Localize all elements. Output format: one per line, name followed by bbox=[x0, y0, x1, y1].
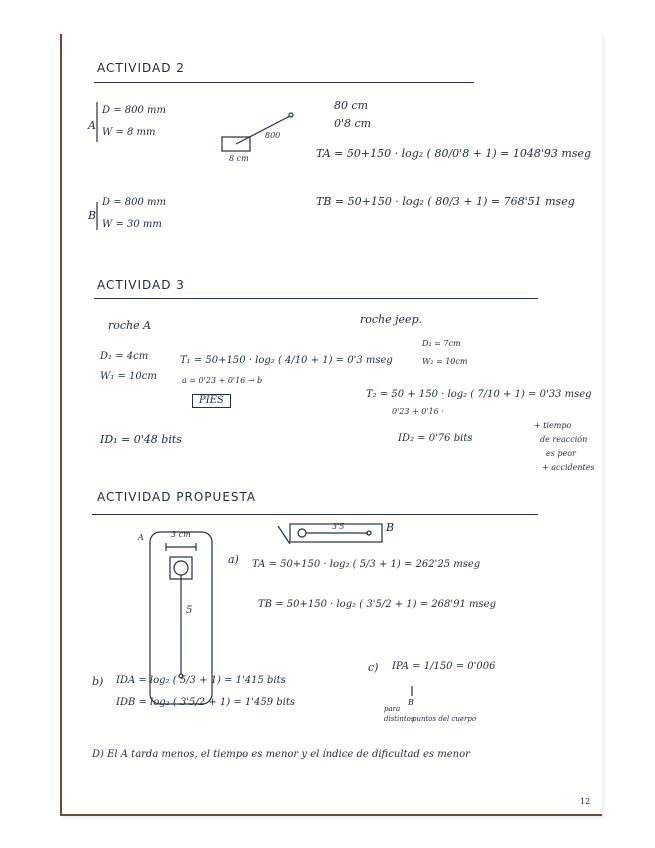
a3-note-3: es peor bbox=[546, 449, 576, 458]
a2-a-width: W = 8 mm bbox=[102, 127, 156, 138]
ip-note-3: puntos del cuerpo bbox=[412, 715, 477, 723]
a3-note-2: de reacción bbox=[540, 435, 588, 444]
propuesta-d-answer: D) El A tarda menos, el tiempo es menor y el índice de dificultad es menor bbox=[92, 749, 470, 760]
actividad3-title: ACTIVIDAD 3 bbox=[97, 278, 185, 292]
a3-note-4: + accidentes bbox=[542, 463, 595, 472]
a3-t2-formula: T₂ = 50 + 150 · log₂ ( 7/10 + 1) = 0'33 mseg bbox=[366, 389, 592, 400]
a3-w1: W₁ = 10cm bbox=[100, 371, 157, 382]
a2-sketch-800: 800 bbox=[265, 131, 281, 140]
a3-note-1: + tiempo bbox=[534, 421, 572, 430]
a2-80cm: 80 cm bbox=[334, 99, 369, 112]
a2-08cm: 0'8 cm bbox=[334, 117, 372, 130]
a3-roche-a: roche A bbox=[108, 319, 152, 332]
a3-t1-formula: T₁ = 50+150 · log₂ ( 4/10 + 1) = 0'3 mseg bbox=[180, 355, 393, 366]
notebook-page bbox=[60, 34, 602, 816]
propuesta-idb: IDB = log₂ ( 3'5/2 + 1) = 1'459 bits bbox=[116, 697, 296, 708]
ip-note-2: distintos bbox=[384, 715, 415, 723]
actividad2-title: ACTIVIDAD 2 bbox=[97, 61, 185, 75]
a2-a-distance: D = 800 mm bbox=[102, 105, 166, 116]
part-b-label: b) bbox=[92, 675, 104, 688]
ip-note-1: para bbox=[384, 705, 401, 713]
a3-id2: ID₂ = 0'76 bits bbox=[398, 433, 473, 444]
a2-ta-formula: TA = 50+150 · log₂ ( 80/0'8 + 1) = 1048'93 mseg bbox=[316, 147, 592, 160]
a2-sketch-8cm: 8 cm bbox=[229, 154, 249, 163]
propuesta-ta-formula: TA = 50+150 · log₂ ( 5/3 + 1) = 262'25 mseg bbox=[252, 559, 481, 570]
a2-b-width: W = 30 mm bbox=[102, 219, 162, 230]
fig-a-label: A bbox=[138, 533, 144, 542]
a3-w2: W₂ = 10cm bbox=[422, 357, 468, 366]
a3-pies-box: PIES bbox=[192, 394, 231, 408]
propuesta-tb-formula: TB = 50+150 · log₂ ( 3'5/2 + 1) = 268'91 mseg bbox=[258, 599, 496, 610]
fig-a-5: 5 bbox=[186, 605, 193, 616]
page-number: 12 bbox=[580, 797, 591, 806]
propuesta-ip: IPA = 1/150 = 0'006 bbox=[392, 661, 496, 672]
a3-a-values: a = 0'23 + 0'16 → b bbox=[182, 376, 263, 385]
a3-roche-jeep: roche jeep. bbox=[360, 313, 423, 326]
part-c-label: c) bbox=[368, 661, 379, 674]
a3-d1: D₁ = 4cm bbox=[100, 351, 149, 362]
a3-id1: ID₁ = 0'48 bits bbox=[100, 433, 182, 446]
fig-b-label: B bbox=[386, 521, 395, 534]
a2-b-label: B bbox=[88, 209, 97, 222]
propuesta-ip-b: B bbox=[408, 698, 414, 707]
a3-d2: D₂ = 7cm bbox=[422, 339, 461, 348]
propuesta-title: ACTIVIDAD PROPUESTA bbox=[97, 490, 257, 504]
a2-tb-formula: TB = 50+150 · log₂ ( 80/3 + 1) = 768'51 mseg bbox=[316, 195, 575, 208]
propuesta-ida: IDA = log₂ ( 5/3 + 1) = 1'415 bits bbox=[116, 675, 286, 686]
a2-a-label: A bbox=[88, 119, 96, 132]
fig-a-3cm: 3 cm bbox=[171, 530, 191, 539]
a2-b-distance: D = 800 mm bbox=[102, 197, 166, 208]
fig-b-length: 3'5 bbox=[332, 522, 345, 531]
a3-t2-sub: 0'23 + 0'16 · bbox=[392, 407, 444, 416]
part-a-label: a) bbox=[228, 553, 239, 566]
